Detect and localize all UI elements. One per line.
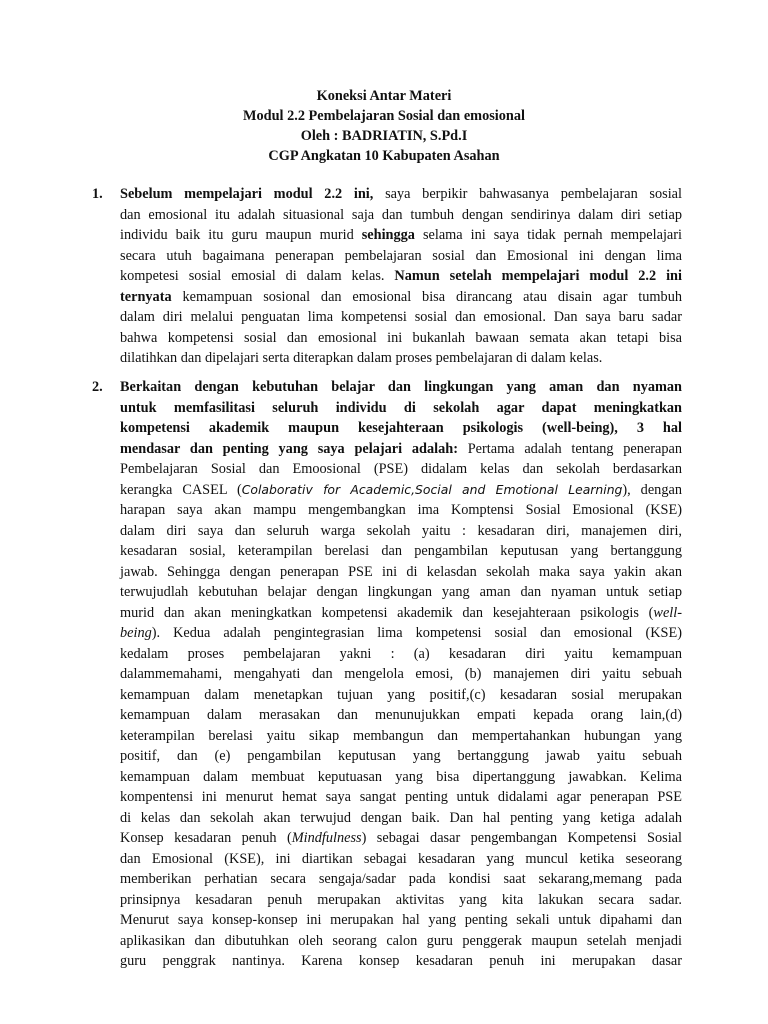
- text-run: individu baik itu guru maupun murid: [120, 227, 362, 243]
- paragraph-line: [120, 828, 682, 849]
- text-run: selama ini saya tidak pernah mempelajari: [414, 227, 682, 243]
- text-run: aplikasikan dan dibutuhkan oleh seorang calon guru penggerak maupun setelah menjadi: [120, 932, 682, 949]
- text-run: mendasar dan penting yang saya pelajari adalah:: [120, 440, 458, 457]
- text-run: kemampuan dalam merasakan dan menunujukkan empati kepada orang lain,(d): [120, 707, 682, 723]
- text-run: kemampuan dalam membuat keputuasan yang bisa dipertanggung jawabkan. Kelima: [120, 768, 682, 785]
- text-run: ) sebagai dasar pengembangan Kompetensi Sosial: [361, 830, 682, 846]
- document-header: [0, 86, 768, 166]
- paragraph-line: [120, 348, 682, 369]
- text-run: Mindfulness: [291, 830, 362, 846]
- list-item-number: 2.: [92, 379, 103, 395]
- text-run: ternyata: [120, 288, 172, 305]
- text-run: kerangka CASEL (: [120, 481, 242, 498]
- text-run: untuk memfasilitasi seluruh individu di sekolah agar dapat meningkatkan: [120, 399, 682, 416]
- text-run: keterampilan berelasi yaitu sikap membangun dan mempertahankan hubungan yang: [120, 727, 682, 744]
- text-run: Pembelajaran Sosial dan Emoosional (PSE) didalam kelas dan sekolah berdasarkan: [120, 461, 682, 477]
- paragraph-line: [120, 562, 682, 583]
- list-item-number: 1.: [92, 186, 103, 202]
- paragraph-line: [120, 480, 682, 501]
- paragraph-line: [120, 459, 682, 480]
- paragraph-line: [120, 746, 682, 767]
- text-run: being: [120, 625, 152, 641]
- paragraph-line: [120, 910, 682, 931]
- paragraph-line: [120, 582, 682, 603]
- text-run: Konsep kesadaran penuh (: [120, 830, 292, 846]
- list-item-2: [92, 377, 682, 972]
- list-item-paragraph: [120, 377, 682, 972]
- paragraph-line: [120, 377, 682, 398]
- text-run: ). Kedua adalah pengintegrasian lima kompetensi sosial dan emosional (KSE): [151, 625, 682, 641]
- text-run: kedalam proses pembelajaran yakni : (a) kesadaran diri yaitu kemampuan: [120, 645, 682, 662]
- text-run: well-: [653, 604, 682, 621]
- paragraph-line: [120, 307, 682, 328]
- text-run: dilatihkan dan dipelajari serta diterapkan dalam proses pembelajaran di dalam kelas.: [120, 350, 603, 366]
- text-run: bahwa kompetensi sosial dan emosional ini bukanlah bawaan semata akan tetapi bisa: [120, 329, 682, 346]
- paragraph-line: [120, 266, 682, 287]
- header-cohort: CGP Angkatan 10 Kabupaten Asahan: [268, 148, 500, 164]
- text-run: terwujudlah kebutuhan belajar dengan lingkungan yang aman dan nyaman untuk setiap: [120, 584, 682, 600]
- header-author: Oleh : BADRIATIN, S.Pd.I: [300, 128, 468, 144]
- text-run: dalam diri melalui penguatan lima kompetensi sosial dan emosional. Dan saya baru sadar: [120, 309, 682, 325]
- text-run: dalam diri saya dan seluruh warga sekolah yaitu : kesadaran diri, manajemen diri,: [120, 522, 682, 539]
- text-run: saya berpikir bahwasanya pembelajaran sosial: [373, 186, 682, 202]
- paragraph-line: [120, 418, 682, 439]
- paragraph-line: [120, 205, 682, 226]
- paragraph-line: [120, 890, 682, 911]
- paragraph-line: [120, 664, 682, 685]
- paragraph-line: [120, 500, 682, 521]
- list-item-paragraph: [120, 184, 682, 369]
- text-run: kesadaran sosial, keterampilan berelasi dan pengambilan keputusan yang bertanggung: [120, 543, 682, 559]
- text-run: Colaborativ for Academic,Social and Emotional Learning: [241, 481, 623, 497]
- paragraph-line: [120, 849, 682, 870]
- paragraph-line: [120, 869, 682, 890]
- paragraph-line: [120, 184, 682, 205]
- paragraph-line: [120, 685, 682, 706]
- text-run: Menurut saya konsep-konsep ini merupakan hal yang penting sekali untuk dipahami dan: [120, 912, 682, 928]
- text-run: Sebelum mempelajari modul 2.2 ini,: [120, 186, 374, 202]
- text-run: positif, dan (e) pengambilan keputusan yang bertanggung jawab yaitu sebuah: [120, 748, 682, 764]
- paragraph-line: [120, 705, 682, 726]
- text-run: kompentensi ini menurut hemat saya sangat penting untuk didalami agar penerapan PSE: [120, 789, 682, 805]
- text-run: secara utuh bagaimana penerapan pembelajaran sosial dan Emosional ini dengan lima: [120, 247, 682, 264]
- paragraph-line: [120, 225, 682, 246]
- text-run: kompetensi akademik maupun kesejahteraan psikologis (well-being), 3 hal: [120, 420, 682, 436]
- paragraph-line: [120, 439, 682, 460]
- text-run: ), dengan: [622, 481, 682, 498]
- paragraph-line: [120, 787, 682, 808]
- paragraph-line: [120, 726, 682, 747]
- text-run: Berkaitan dengan kebutuhan belajar dan lingkungan yang aman dan nyaman: [120, 379, 682, 395]
- paragraph-line: [120, 767, 682, 788]
- text-run: dalammemahami, mengahyati dan mengelola emosi, (b) manajemen diri yaitu sebuah: [120, 666, 682, 682]
- paragraph-line: [120, 808, 682, 829]
- text-run: murid dan akan meningkatkan kompetensi akademik dan kesejahteraan psikologis (: [120, 604, 654, 621]
- paragraph-line: [120, 521, 682, 542]
- paragraph-line: [120, 246, 682, 267]
- paragraph-line: [120, 603, 682, 624]
- text-run: kompetesi sosial emosial di dalam kelas.: [120, 268, 395, 284]
- header-module: Modul 2.2 Pembelajaran Sosial dan emosional: [243, 108, 525, 124]
- text-run: sehingga: [361, 227, 415, 243]
- paragraph-line: [120, 328, 682, 349]
- paragraph-line: [120, 398, 682, 419]
- paragraph-line: [120, 287, 682, 308]
- text-run: guru penggrak nantinya. Karena konsep kesadaran penuh ini merupakan dasar: [120, 953, 682, 969]
- paragraph-line: [120, 951, 682, 972]
- text-run: prinsipnya kesadaran penuh merupakan aktivitas yang kita lakukan secara sadar.: [120, 891, 682, 908]
- text-run: dan emosional itu adalah situasional saja dan tumbuh dengan sendirinya dalam diri setiap: [120, 206, 682, 223]
- text-run: kemampuan sosional dan emosional bisa dirancang atau disain agar tumbuh: [171, 288, 682, 305]
- text-run: harapan saya akan mampu mengembangkan ima Komptensi Sosial Emosional (KSE): [120, 502, 682, 518]
- header-title: Koneksi Antar Materi: [316, 88, 452, 104]
- paragraph-line: [120, 931, 682, 952]
- paragraph-line: [120, 644, 682, 665]
- text-run: di kelas dan sekolah akan terwujud dengan baik. Dan hal penting yang ketiga adalah: [120, 809, 682, 826]
- text-run: kemampuan dalam menetapkan tujuan yang positif,(c) kesadaran sosial merupakan: [120, 686, 682, 703]
- list-item-1: [92, 184, 682, 369]
- text-run: Namun setelah mempelajari modul 2.2 ini: [394, 268, 682, 284]
- text-run: dan Emosional (KSE), ini diartikan sebagai kesadaran yang muncul ketika seseorang: [120, 850, 682, 867]
- paragraph-line: [120, 623, 682, 644]
- paragraph-line: [120, 541, 682, 562]
- text-run: jawab. Sehingga dengan penerapan PSE ini di kelasdan sekolah maka saya yakin akan: [120, 563, 682, 580]
- text-run: Pertama adalah tentang penerapan: [457, 440, 682, 457]
- text-run: memberikan perhatian secara sengaja/sadar pada kondisi saat sekarang,memang pada: [120, 871, 682, 887]
